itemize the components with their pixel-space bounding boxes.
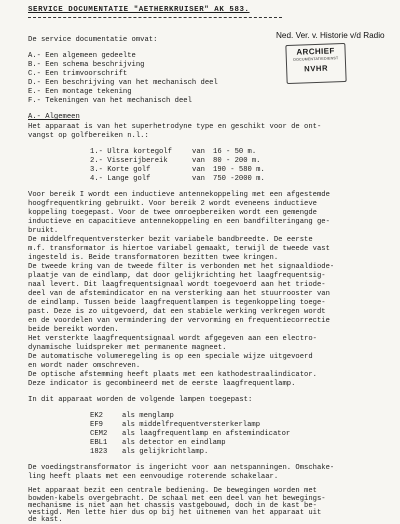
- archive-stamp: [285, 43, 346, 84]
- paragraph-line: Deze indicator is gecombineerd met de eerste laagfrequentlamp.: [28, 380, 296, 388]
- document-title: SERVICE DOCUMENTATIE "AETHERKRUISER" AK 583.: [28, 6, 250, 14]
- stamp-title: ARCHIEF: [296, 46, 335, 57]
- band-range: 190 - 580 m.: [213, 166, 265, 174]
- band-van: van: [192, 157, 205, 165]
- paragraph-line: Het apparaat is van het superhetrodyne type en geschikt voor de ont-: [28, 123, 322, 131]
- paragraph-line: dynamische luidspreker met permanente magneet.: [28, 344, 227, 352]
- paragraph-line: De optische afstemming heeft plaats met een kathodestraalindicator.: [28, 371, 317, 379]
- band-range: 16 - 50 m.: [213, 148, 257, 156]
- paragraph-line: de kast.: [28, 516, 63, 524]
- paragraph-line: beide bereikt worden.: [28, 326, 119, 334]
- band-label: 4.- Lange golf: [90, 175, 151, 183]
- paragraph-line: De middelfrequentversterker bezit variabele bandbreedte. De eerste: [28, 236, 313, 244]
- stamp-code: NVHR: [304, 63, 329, 74]
- band-range: 80 - 200 m.: [213, 157, 261, 165]
- lamp-desc: als middelfrequentversterkerlamp: [122, 421, 261, 429]
- paragraph-line: bowden-kabels overgebracht. De schaal met een deel van het bewegings-: [28, 495, 326, 503]
- lamp-code: CEM2: [90, 430, 108, 438]
- archive-header: Ned. Ver. v. Historie v/d Radio: [276, 31, 385, 40]
- paragraph-line: ingesteld is. Beide transformatoren bezitten twee kringen.: [28, 254, 279, 262]
- paragraph-line: Voor bereik I wordt een inductieve antennekoppeling met een afgestemde: [28, 191, 330, 199]
- lamp-desc: als laagfrequentlamp en afstemindicator: [122, 430, 291, 438]
- contents-item: B.- Een schema beschrijving: [28, 61, 145, 69]
- paragraph-line: past. Deze is zo uitgevoerd, dat een stabiele werking verkregen wordt: [28, 308, 326, 316]
- stamp-subtitle: DOCUMENTATIEDIENST: [293, 56, 339, 62]
- band-van: van: [192, 175, 205, 183]
- contents-item: D.- Een beschrijving van het mechanisch deel: [28, 79, 218, 87]
- paragraph-line: vestigd. Men lette hier dus op bij het uitnemen van het apparaat uit: [28, 509, 322, 517]
- paragraph-line: De automatische volumeregeling is op een speciale wijze uitgevoerd: [28, 353, 313, 361]
- paragraph-line: deel van de afstemindicator en na versterking aan het stuurrooster van: [28, 290, 330, 298]
- band-label: 3.- Korte golf: [90, 166, 151, 174]
- paragraph-line: hoogfrequentkring gebruikt. Voor bereik 2 wordt eveneens inductieve: [28, 200, 317, 208]
- lamp-code: EF9: [90, 421, 103, 429]
- paragraph-line: bruikt.: [28, 227, 59, 235]
- paragraph-line: m.f. transformator is hiertoe variabel gemaakt, terwijl de tweede vast: [28, 245, 330, 253]
- paragraph-line: naal levert. Dit laagfrequentsignaal wordt toegevoerd aan het triode-: [28, 281, 326, 289]
- paragraph-line: Het apparaat bezit een centrale bediening. De bewegingen worden met: [28, 487, 317, 495]
- contents-item: F.- Tekeningen van het mechanisch deel: [28, 97, 192, 105]
- paragraph-line: koppeling toegepast. Voor de twee omroepbereiken wordt een gemengde: [28, 209, 317, 217]
- lamp-code: 1823: [90, 448, 108, 456]
- lamp-desc: als menglamp: [122, 412, 174, 420]
- paragraph-line: en de voordelen van vermindering der vervorming en frequentiecorrectie: [28, 317, 330, 325]
- lamps-intro: In dit apparaat worden de volgende lampen toegepast:: [28, 396, 253, 404]
- band-van: van: [192, 148, 205, 156]
- paragraph-line: mechanisme is niet aan het chassis vastgebouwd, doch in de kast be-: [28, 502, 317, 510]
- paragraph-line: De tweede kring van de tweede filter is verbonden met het signaaldiode-: [28, 263, 335, 271]
- band-label: 2.- Visserijbereik: [90, 157, 168, 165]
- contents-item: E.- Een montage tekening: [28, 88, 132, 96]
- paragraph-line: Het versterkte laagfrequentsignaal wordt afgegeven aan een electro-: [28, 335, 317, 343]
- lamp-code: EK2: [90, 412, 103, 420]
- intro-line: De service documentatie omvat:: [28, 36, 158, 44]
- band-label: 1.- Ultra kortegolf: [90, 148, 172, 156]
- paragraph-line: en wordt nader omschreven.: [28, 362, 141, 370]
- lamp-desc: als detector en eindlamp: [122, 439, 226, 447]
- contents-item: C.- Een trimvoorschrift: [28, 70, 128, 78]
- band-van: van: [192, 166, 205, 174]
- paragraph-line: ling heeft plaats met een eenvoudige roterende schakelaar.: [28, 473, 279, 481]
- lamp-desc: als gelijkrichtlamp.: [122, 448, 209, 456]
- title-underline-rule: [28, 17, 282, 18]
- paragraph-line: de eindlamp. Tussen beide laagfrequentlampen is tegenkoppeling toege-: [28, 299, 326, 307]
- paragraph-line: De voedingstransformator is ingericht voor aan netspanningen. Omschake-: [28, 464, 335, 472]
- contents-item: A.- Een algemeen gedeelte: [28, 52, 136, 60]
- section-a-heading: A.- Algemeen: [28, 113, 80, 121]
- lamp-code: EBL1: [90, 439, 108, 447]
- paragraph-line: vangst op golfbereiken n.l.:: [28, 132, 149, 140]
- paragraph-line: inductieve en capacitieve antennekoppeling en een bandfilteringang ge-: [28, 218, 330, 226]
- band-range: 750 -2000 m.: [213, 175, 265, 183]
- paragraph-line: plaatje van de eindlamp, dat door gelijkrichting het laagfrequentsig-: [28, 272, 326, 280]
